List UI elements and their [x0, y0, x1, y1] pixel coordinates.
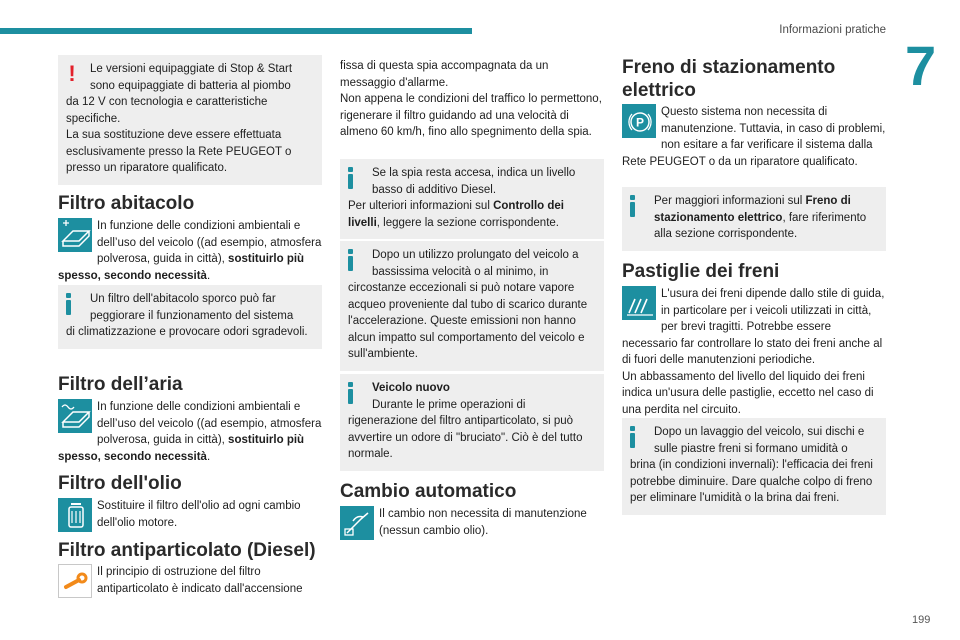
info-icon — [66, 293, 71, 315]
svg-text:P: P — [635, 115, 645, 130]
cabin-filter-icon — [58, 218, 92, 252]
info-box-parking-brake: Per maggiori informazioni sul Freno di stazionamento elettrico, fare riferimento alla sezione corrispondente. — [622, 187, 886, 251]
info-box-additive: Se la spia resta accesa, indica un livello basso di additivo Diesel. Per ulteriori informazioni sul Controllo dei livelli, leggere la sezione corrispondente. — [340, 159, 604, 239]
parking-brake-icon — [622, 104, 656, 138]
para-brake-pads: L'usura dei freni dipende dallo stile di guida, in particolare per i veicoli utilizzati in città, per brevi tragitti. Potrebbe essere necessario far controllare lo stato dei freni anche al di fuori delle manutenzioni periodiche. Un abbassamento del livello del liquido dei freni indica un'usura delle pastiglie, eccetto nel caso di una perdita nel circuito. — [622, 288, 885, 416]
gearbox-icon — [340, 506, 374, 540]
para-automatic-gearbox: Il cambio non necessita di manutenzione (nessun cambio olio). — [340, 506, 604, 540]
info-icon — [348, 382, 353, 404]
para-oil-filter: Sostituire il filtro dell'olio ad ogni cambio dell'olio motore. — [58, 498, 322, 532]
para-particle-filter-continued: fissa di questa spia accompagnata da un messaggio d'allarme. Non appena le condizioni del traffico lo permettono, rigenerare il filtro guidando ad una velocità di almeno 60 km/h, fino allo spegnimento della spia. — [340, 60, 602, 138]
info-box-steam: Dopo un utilizzo prolungato del veicolo a bassissima velocità o al minimo, in circostanze eccezionali si può notare vapore acqueo proveniente dal tubo di scarico durante l'accelerazione. Queste emissioni non hanno alcun impatto sul comportamento del veicolo e sull'ambiente. — [340, 241, 604, 371]
info-icon — [630, 195, 635, 217]
warning-text-third: La sua sostituzione deve essere effettuata esclusivamente presso la Rete PEUGEOT o presso un riparatore qualificato. — [66, 129, 292, 174]
section-title: Informazioni pratiche — [779, 24, 886, 36]
air-filter-icon — [58, 399, 92, 433]
warning-text-first: Le versioni equipaggiate di Stop & Start sono equipaggiate di batteria al piombo — [90, 63, 293, 92]
info-icon — [630, 426, 635, 448]
heading-parking-brake: Freno di stazionamento elettrico — [622, 57, 836, 101]
warning-box-battery — [58, 55, 322, 185]
warning-icon: ! — [68, 61, 76, 86]
para-parking-brake: P Questo sistema non necessita di manutenzione. Tuttavia, in caso di problemi, non esitare a far verificare il sistema dalla Rete PEUGEOT o da un riparatore qualificato. — [622, 106, 886, 168]
page-number: 199 — [912, 614, 931, 626]
para-cabin-filter: In funzione delle condizioni ambientali e dell’uso del veicolo ((ad esempio, atmosfera polverosa, guida in città), sostituirlo più spesso, secondo necessità. — [58, 220, 322, 282]
heading-cabin-filter: Filtro abitacolo — [58, 193, 195, 214]
header-accent-bar — [0, 28, 472, 34]
heading-air-filter: Filtro dell’aria — [58, 374, 183, 395]
info-icon — [348, 249, 353, 271]
brake-pads-icon — [622, 286, 656, 320]
info-box-brake-moisture: Dopo un lavaggio del veicolo, sui dischi e sulle piastre freni si formano umidità o brina (in condizioni invernali): l'efficacia dei freni potrebbe diminuire. Dare qualche colpo di freno per eliminare l'umidità o la brina dai freni. — [622, 418, 886, 515]
heading-particle-filter: Filtro antiparticolato (Diesel) — [58, 540, 316, 561]
chapter-number: 7 — [905, 34, 937, 97]
para-air-filter: In funzione delle condizioni ambientali e dell’uso del veicolo ((ad esempio, atmosfera polverosa, guida in città), sostituirlo più spesso, secondo necessità. — [58, 401, 322, 463]
info-box-new-vehicle: Veicolo nuovo Durante le prime operazioni di rigenerazione del filtro antiparticolato, si può avvertire un odore di "bruciato". Ciò è del tutto normale. — [340, 374, 604, 471]
heading-oil-filter: Filtro dell'olio — [58, 473, 182, 494]
wrench-warning-icon — [58, 564, 92, 598]
info-box-cabin-filter: Un filtro dell'abitacolo sporco può far peggiorare il funzionamento del sistema di climatizzazione e provocare odori sgradevoli. — [58, 285, 322, 349]
heading-automatic-gearbox: Cambio automatico — [340, 481, 517, 502]
para-particle-filter: Il principio di ostruzione del filtro antiparticolato è indicato dall'accensione — [58, 564, 322, 598]
info-icon — [348, 167, 353, 189]
oil-filter-icon — [58, 498, 92, 532]
heading-brake-pads: Pastiglie dei freni — [622, 261, 780, 282]
warning-text-rest: da 12 V con tecnologia e caratteristiche specifiche. — [66, 96, 268, 125]
